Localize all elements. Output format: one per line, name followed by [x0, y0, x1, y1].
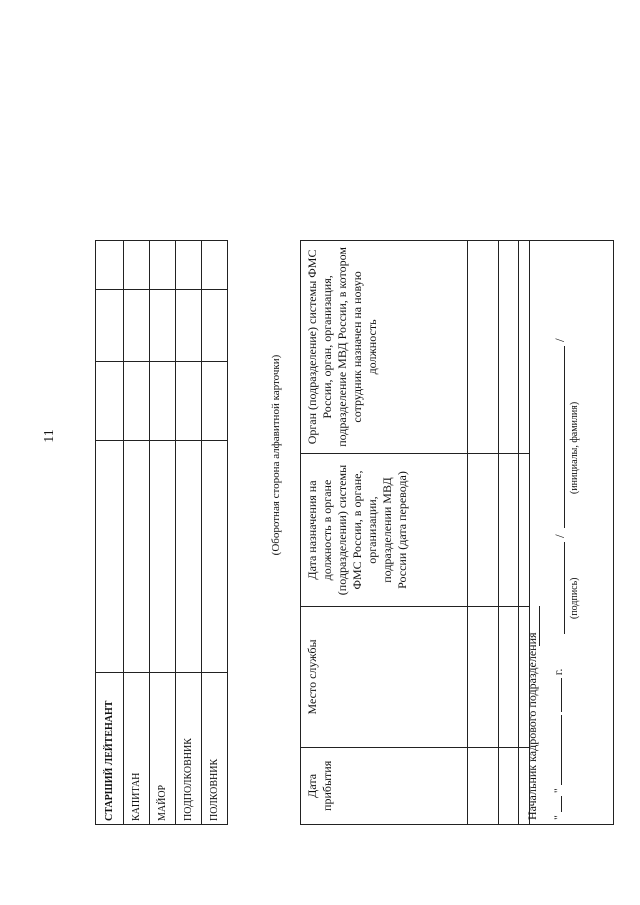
slash: / — [552, 534, 567, 538]
table-row — [150, 241, 176, 825]
header-arrival-date: Дата прибытия — [301, 747, 468, 824]
table-row — [124, 241, 150, 825]
name-line — [564, 346, 565, 528]
table-row — [96, 241, 124, 825]
signature-block — [518, 240, 614, 825]
date-row: " " г. — [551, 668, 565, 820]
table-row — [202, 241, 228, 825]
slash: / — [552, 338, 567, 342]
name-label: (инициалы, фамилия) — [569, 401, 580, 494]
header-place-of-service: Место службы — [301, 607, 468, 747]
signature-line — [564, 542, 565, 634]
table-header-row — [301, 241, 468, 825]
signature-label: (подпись) — [569, 577, 580, 619]
title-line — [539, 606, 540, 646]
header-appointment-date: Дата назначения на должность в органе (подразделении) системы ФМС России, в органе, организации, подразделении МВД России (дата перевода) — [301, 453, 468, 606]
table-row — [176, 241, 202, 825]
rank-cell: ПОДПОЛКОВНИК — [176, 673, 202, 825]
rank-cell: ПОЛКОВНИК — [202, 673, 228, 825]
rank-cell: МАЙОР — [150, 673, 176, 825]
service-table — [300, 240, 530, 825]
rank-cell: КАПИТАН — [124, 673, 150, 825]
page-number: 11 — [42, 429, 57, 443]
ranks-table — [95, 240, 228, 825]
signature-title: Начальник кадрового подразделения — [525, 632, 539, 820]
rank-cell: СТАРШИЙ ЛЕЙТЕНАНТ — [96, 673, 124, 825]
card-back-caption: (Оборотная сторона алфавитной карточки) — [270, 354, 282, 556]
table-row — [468, 241, 499, 825]
header-new-organ: Орган (подразделение) системы ФМС России, орган, организация, подразделение МВД России, в котором сотрудник назначен на новую должность — [301, 241, 468, 454]
